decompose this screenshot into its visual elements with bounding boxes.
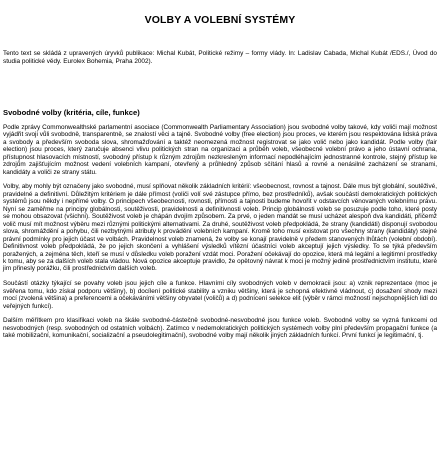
paragraph: Dalším měřítkem pro klasifikaci voleb na škále svobodné-částečně svobodné-nesvobodné jsou funkce voleb. Svobodné volby se vyzná funkcemi od nesvobodných (resp. svobodných od ostatních volbách). Zatímco v nedemokratických politických systémech volby plní především propagační funkce (a také mobilizační, komunikační, socializační a pseudolegitimační), svobodné volby mají několik jiných základních funkcí. První funkcí je legitimační, tj.: [3, 317, 437, 340]
document-title: VOLBY A VOLEBNÍ SYSTÉMY: [144, 14, 296, 26]
paragraph: Součástí otázky týkající se povahy voleb jsou jejich cíle a funkce. Hlavními cíly svobodných voleb v demokracii jsou: a) vznik reprezentace (moc je svěřena tomu, kdo získal podporu většiny), b) docílení politické stability a vzniku většiny, která je schopná efektivně vládnout, c) dosažení shody mezi mocí (zvolená většina) a preferencemi a očekáváními většiny obyvatel (voličů) a d) podnícení selekce elit (výběr v rámci možností nejschopnějších lidí do veřejných funkcí).: [3, 280, 437, 310]
source-note: Tento text se skládá z upravených úryvků publikace: Michal Kubát, Politické režimy – formy vlády. In: Ladislav Cabada, Michal Kubát /EDS./, Úvod do studia politické vědy. Eurolex Bohemia, Praha 2002).: [3, 50, 437, 65]
paragraph: Podle zprávy Commonwealthské parlamentní asociace (Commonwealth Parliamentary Association) jsou svobodné volby takové, kdy voliči mají možnost vyjádřit svoji vůli svobodně, transparentně, se znalostí věci a tajně. Svobodné volby (free election) jsou proces, ve kterém jsou respektována lidská práva a svobody a především svoboda slova, shromažďování a taktéž neomezená možnost registrovat se jako volič nebo jako kandidát. Podle volby (fair election) jsou proces, který zaručuje absenci vlivu politických stran na organizaci a průběh voleb, všeobecné volební právo a jeho ústavní ochrana, přístupnost hlasovacích místností, svobodný přístup k různým zdrojům nezkresleným informací nepodléhajícím jednostranné kontrole, stejný přístup ke zdrojům zajišťujícím možnost vedení volebních kampaní, otevřený a průhledný způsob sčítání hlasů a rovné a nenásilné zacházení se stranami, kandidáty a voliči ze strany státu.: [3, 124, 437, 176]
paragraph: Volby, aby mohly být označeny jako svobodné, musí splňovat několik základních kritérií: všeobecnost, rovnost a tajnost. Dále mus být globální, soutěživé, pravidelné a definitivní. Důležitým kritériem je dále přímost (voliči volí své zástupce přímo, bez prostředníků), avšak součástí demokratických politických systémů jsou někdy i nepřímé volby. O principech všeobecnosti, rovnosti, přímosti a tajnosti budeme hovořit v odstavcích věnovaných volebnímu právu. Nyní se zaměřme na principy globálnosti, soutěživosti, pravidelnosti a definitivnosti voleb. Princip globálnosti voleb se posuzuje podle toho, které posty se mohou obsazovat (všichni). Soutěživost voleb je chápán dvojím způsobem. Za prvé, o jeden mandát se musí ucházet alespoň dva kandidáti, přičemž volič musí mít možnost výběru mezi různými politickými alternativami. Za druhé, soutěživost voleb předpokládá, že strany (kandidáti) disponují svobodou slova, shromáždění a pohybu, čili nezbytnými atributy k provádění volebních kampaní. Kromě toho musí existovat pro všechny strany (kandidáty) stejné právní podmínky pro jejich účast ve volbách. Pravidelnost voleb znamená, že volby se konají pravidelně v předem stanovených lhůtách (volební období). Definitivnost voleb předpokládá, že po jejich skončení a vyhlášení výsledků vítězní účastníci voleb akceptují jejich výsledky. To se týká především poražených, a zejména těch, kteří se musí v důsledku voleb poražení vzdát moci. Poražení očekávají do opozice, která má legální a legitimní prostředky k tomu, aby se za dalších voleb stala vládou. Nová opozice akceptuje pravidlo, že opětovný návrat k moci je možný jedině prostřednictvím institutu, které jim přinesly porážku, čili prostřednictvím dalších voleb.: [3, 183, 437, 273]
document-body: [3, 124, 437, 347]
section-heading: Svobodné volby (kritéria, cíle, funkce): [3, 108, 140, 117]
